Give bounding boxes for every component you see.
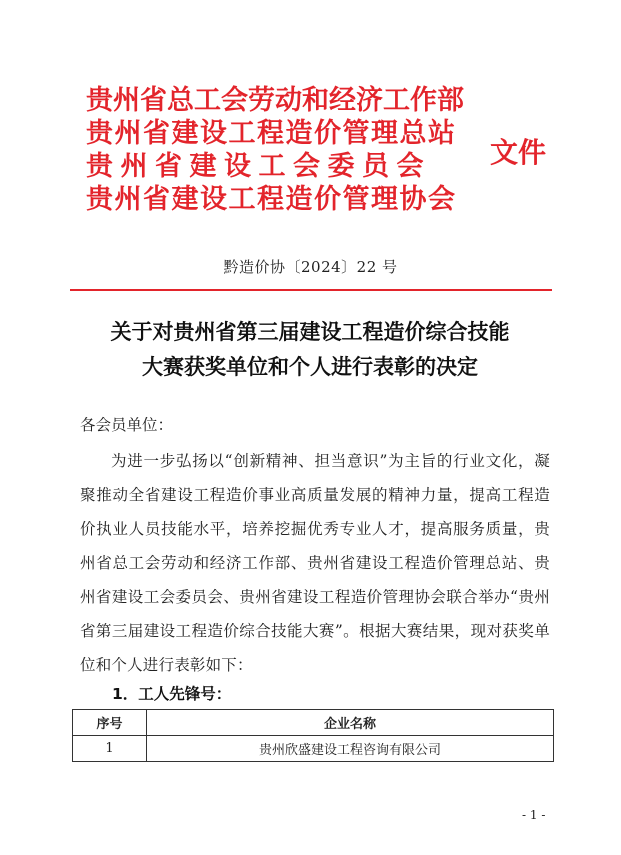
issuer-line-3: 贵州省建设工会委员会 xyxy=(86,151,431,182)
document-number: 黔造价协〔2024〕22 号 xyxy=(223,258,398,276)
issuer-line-2: 贵州省建设工程造价管理总站 xyxy=(86,118,457,149)
award-table xyxy=(72,709,554,762)
body-paragraph: 为进一步弘扬以“创新精神、担当意识”为主旨的行业文化，凝聚推动全省建设工程造价事业高质量发展的精神力量，提高工程造价执业人员技能水平，培养挖掘优秀专业人才，提高服务质量，贵州省总工会劳动和经济工作部、贵州省建设工程造价管理总站、贵州省建设工会委员会、贵州省建设工程造价管理协会联合举办“贵州省第三届建设工程造价综合技能大赛”。根据大赛结果，现对获奖单位和个人进行表彰如下： xyxy=(80,452,550,674)
salutation: 各会员单位： xyxy=(80,416,174,434)
doc-type-label: 文件 xyxy=(490,136,547,169)
title-line-1: 关于对贵州省第三届建设工程造价综合技能 xyxy=(110,320,510,344)
page-number: - 1 - xyxy=(522,808,546,822)
column-header-company: 企业名称 xyxy=(147,710,554,736)
cell-number: 1 xyxy=(73,736,147,762)
red-divider-rule xyxy=(70,289,552,291)
document-title xyxy=(60,315,560,385)
issuer-line-1: 贵州省总工会劳动和经济工作部 xyxy=(86,85,464,116)
cell-company: 贵州欣盛建设工程咨询有限公司 xyxy=(147,736,554,762)
section-heading: 1．工人先锋号： xyxy=(112,685,232,703)
column-header-number: 序号 xyxy=(73,710,147,736)
table-row xyxy=(73,736,554,762)
table-header-row xyxy=(73,710,554,736)
issuer-line-4: 贵州省建设工程造价管理协会 xyxy=(86,184,457,215)
issuer-block xyxy=(86,84,486,216)
title-line-2: 大赛获奖单位和个人进行表彰的决定 xyxy=(142,355,478,379)
